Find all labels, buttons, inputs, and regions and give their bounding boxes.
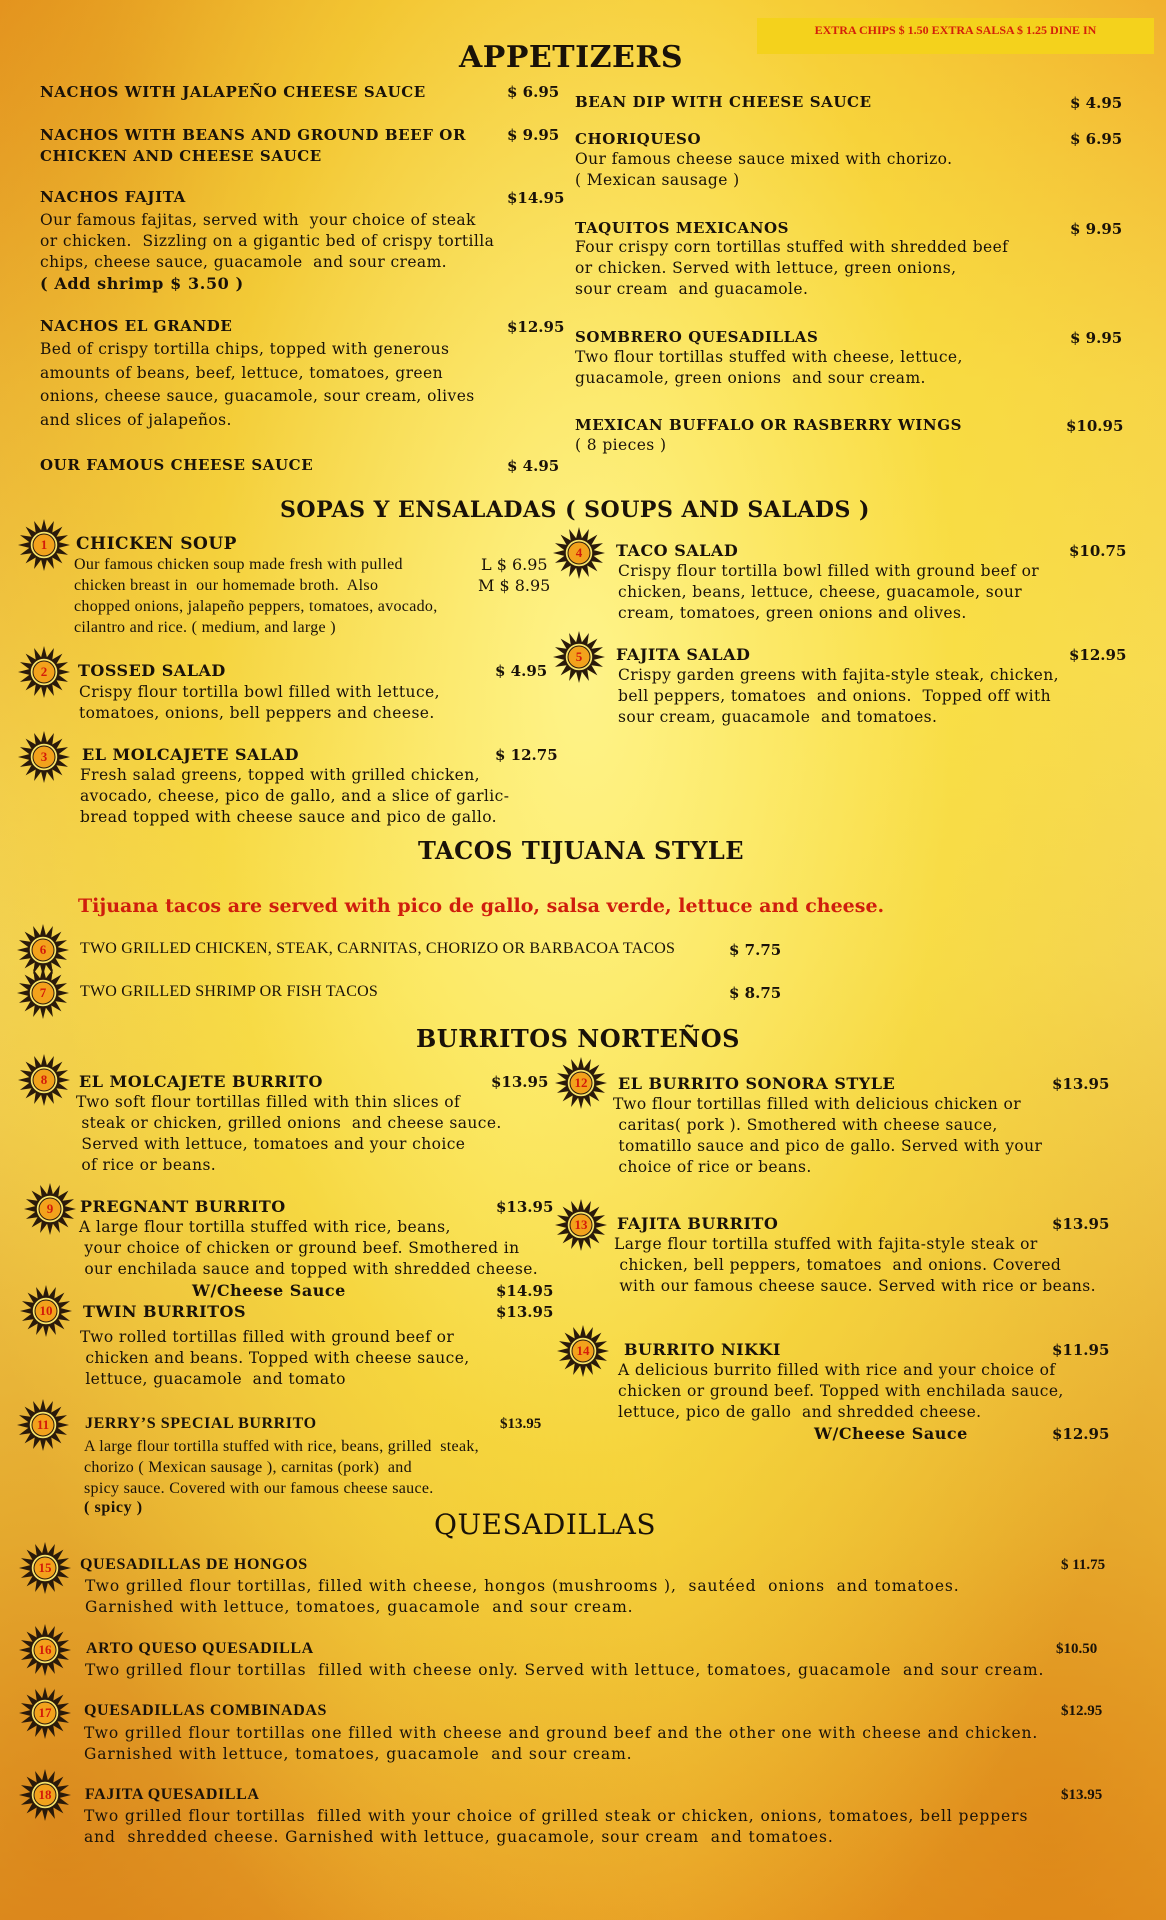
item-name: TWO GRILLED CHICKEN, STEAK, CARNITAS, CHORIZO OR BARBACOA TACOS xyxy=(80,940,676,957)
item-description: Two grilled flour tortillas one filled with cheese and ground beef and the other one with cheese and chicken. Garnished with lettuce, tomatoes, guacamole and sour cream. xyxy=(84,1724,1039,1763)
item-description: A large flour tortilla stuffed with rice, beans, your choice of chicken or ground beef. Smothered in our enchilada sauce and topped with shredded cheese. xyxy=(79,1218,539,1278)
item-price: $13.95 xyxy=(1052,1215,1110,1233)
item-number: 9 xyxy=(46,1201,54,1216)
item-price: $ 8.75 xyxy=(729,984,782,1002)
item-price: $ 12.75 xyxy=(495,746,558,764)
item-description: Two flour tortillas filled with delicious chicken or caritas( pork ). Smothered with cheese sauce, tomatillo sauce and pico de gallo. Served with your choice of rice or beans. xyxy=(613,1095,1043,1176)
item-description: Our famous cheese sauce mixed with chorizo. ( Mexican sausage ) xyxy=(575,150,953,189)
item-price: $ 4.95 xyxy=(1070,94,1123,112)
sun-icon xyxy=(17,730,71,784)
item-number: 3 xyxy=(40,749,48,764)
item-price: $ 7.75 xyxy=(729,941,782,959)
item-name: FAJITA BURRITO xyxy=(617,1214,779,1233)
item-description: Crispy flour tortilla bowl filled with ground beef or chicken, beans, lettuce, cheese, guacamole, sour cream, tomatoes, green onions and olives. xyxy=(618,562,1040,622)
item-number: 7 xyxy=(39,985,47,1000)
item-price: $13.95 xyxy=(1061,1787,1103,1803)
item-price: $14.95 xyxy=(507,189,565,207)
item-number: 13 xyxy=(574,1217,588,1232)
item-number: 4 xyxy=(575,545,583,560)
item-description: A delicious burrito filled with rice and your choice of chicken or ground beef. Topped with enchilada sauce, lettuce, pico de gallo and shredded cheese. xyxy=(618,1361,1064,1421)
sun-icon xyxy=(18,1686,72,1740)
sun-icon xyxy=(552,630,606,684)
item-price: $ 6.95 xyxy=(507,83,560,101)
item-name: TOSSED SALAD xyxy=(78,661,226,680)
item-number: 16 xyxy=(38,1642,52,1657)
item-number: 1 xyxy=(40,537,48,552)
item-description: Our famous chicken soup made fresh with pulled chicken breast in our homemade broth. Also chopped onions, jalapeño peppers, tomatoes, avocado, cilantro and rice. ( medium, and large ) xyxy=(74,556,438,636)
item-name: CHORIQUESO xyxy=(575,130,702,148)
appetizers-title: APPETIZERS xyxy=(459,40,683,75)
item-name: TWO GRILLED SHRIMP OR FISH TACOS xyxy=(80,983,379,1000)
soups-title: SOPAS Y ENSALADAS ( SOUPS AND SALADS ) xyxy=(280,497,870,523)
burritos-title: BURRITOS NORTEÑOS xyxy=(416,1024,740,1053)
item-name: PREGNANT BURRITO xyxy=(80,1197,286,1216)
item-description: Two rolled tortillas filled with ground beef or chicken and beans. Topped with cheese sauce, lettuce, guacamole and tomato xyxy=(80,1328,470,1388)
item-name: ARTO QUESO QUESADILLA xyxy=(86,1640,314,1657)
item-note: ( spicy ) xyxy=(84,1499,143,1516)
item-price: $ 6.95 xyxy=(1070,130,1123,148)
item-number: 10 xyxy=(39,1303,53,1318)
item-name: NACHOS WITH BEANS AND GROUND BEEF OR CHICKEN AND CHEESE SAUCE xyxy=(40,126,467,165)
item-description: Two grilled flour tortillas filled with cheese only. Served with lettuce, tomatoes, guacamole and sour cream. xyxy=(85,1661,1045,1679)
item-description: Four crispy corn tortillas stuffed with shredded beef or chicken. Served with lettuce, green onions, sour cream and guacamole. xyxy=(575,238,1009,298)
sun-icon xyxy=(18,1768,72,1822)
item-description: A large flour tortilla stuffed with rice, beans, grilled steak, chorizo ( Mexican sausage ), carnitas (pork) and spicy sauce. Covered with our famous cheese sauce. xyxy=(84,1438,479,1497)
item-price: $ 9.95 xyxy=(1070,220,1123,238)
item-name: NACHOS EL GRANDE xyxy=(40,317,233,335)
item-name: TWIN BURRITOS xyxy=(83,1302,247,1321)
item-name: MEXICAN BUFFALO OR RASBERRY WINGS xyxy=(575,416,963,434)
item-name: EL MOLCAJETE BURRITO xyxy=(79,1072,323,1091)
item-note: ( Add shrimp $ 3.50 ) xyxy=(40,274,244,293)
item-price: $13.95 xyxy=(500,1416,542,1432)
sun-icon xyxy=(18,1541,72,1595)
item-name: NACHOS FAJITA xyxy=(40,188,186,206)
item-description: Our famous fajitas, served with your choice of steak or chicken. Sizzling on a gigantic bed of crispy tortilla chips, cheese sauce, guacamole and sour cream. xyxy=(40,211,495,271)
extras-banner: EXTRA CHIPS $ 1.50 EXTRA SALSA $ 1.25 DINE IN xyxy=(757,18,1154,54)
item-price: $12.95 xyxy=(1069,646,1127,664)
item-name: JERRY’S SPECIAL BURRITO xyxy=(85,1415,317,1432)
item-number: 17 xyxy=(38,1705,52,1720)
item-description: ( 8 pieces ) xyxy=(575,436,667,454)
item-description: Fresh salad greens, topped with grilled chicken, avocado, cheese, pico de gallo, and a slice of garlic- bread topped with cheese sauce and pico de gallo. xyxy=(80,766,510,826)
item-number: 18 xyxy=(38,1787,52,1802)
item-variant-price: $12.95 xyxy=(1052,1425,1110,1443)
item-number: 12 xyxy=(574,1075,588,1090)
sun-icon xyxy=(18,1623,72,1677)
sun-icon xyxy=(17,518,71,572)
item-variant-price: $14.95 xyxy=(496,1282,554,1300)
sun-icon xyxy=(554,1056,608,1110)
item-price: $ 11.75 xyxy=(1061,1557,1106,1573)
sun-icon xyxy=(17,1053,71,1107)
item-name: EL BURRITO SONORA STYLE xyxy=(618,1074,896,1093)
item-number: 5 xyxy=(575,649,583,664)
item-price: $13.95 xyxy=(496,1303,554,1321)
tacos-title: TACOS TIJUANA STYLE xyxy=(417,836,745,865)
sun-icon xyxy=(23,1182,77,1236)
item-price: $13.95 xyxy=(491,1073,549,1091)
item-price: $10.50 xyxy=(1056,1641,1098,1657)
sun-icon xyxy=(556,1324,610,1378)
item-name: EL MOLCAJETE SALAD xyxy=(82,745,300,764)
item-name: BEAN DIP WITH CHEESE SAUCE xyxy=(575,93,872,111)
item-price: $13.95 xyxy=(1052,1075,1110,1093)
item-name: FAJITA SALAD xyxy=(616,645,751,664)
item-name: OUR FAMOUS CHEESE SAUCE xyxy=(40,456,314,474)
item-price: $ 4.95 xyxy=(507,457,560,475)
sun-icon xyxy=(19,1284,73,1338)
item-variant: W/Cheese Sauce xyxy=(192,1281,346,1300)
item-price: $10.75 xyxy=(1069,542,1127,560)
item-number: 2 xyxy=(40,664,48,679)
item-description: Two grilled flour tortillas filled with your choice of grilled steak or chicken, onions, tomatoes, bell peppers and shredded cheese. Garnished with lettuce, guacamole, sour cream and tomatoes. xyxy=(84,1807,1029,1846)
item-name: BURRITO NIKKI xyxy=(624,1340,781,1359)
sun-icon xyxy=(554,1198,608,1252)
item-name: QUESADILLAS DE HONGOS xyxy=(80,1556,308,1573)
item-price: $12.95 xyxy=(1061,1703,1103,1719)
item-price: $10.95 xyxy=(1066,417,1124,435)
item-price: $ 9.95 xyxy=(1070,329,1123,347)
item-price: $11.95 xyxy=(1052,1341,1110,1359)
sun-icon xyxy=(16,1398,70,1452)
item-price: $13.95 xyxy=(496,1198,554,1216)
item-name: NACHOS WITH JALAPEÑO CHEESE SAUCE xyxy=(40,83,426,101)
item-price: $ 9.95 xyxy=(507,126,560,144)
item-variant: W/Cheese Sauce xyxy=(814,1424,968,1443)
item-number: 8 xyxy=(40,1072,48,1087)
item-price-medium: M $ 8.95 xyxy=(478,576,551,595)
item-name: TAQUITOS MEXICANOS xyxy=(575,219,790,237)
item-number: 14 xyxy=(576,1343,590,1358)
item-description: Large flour tortilla stuffed with fajita-style steak or chicken, bell peppers, tomatoes and onions. Covered with our famous cheese sauce. Served with rice or beans. xyxy=(614,1235,1096,1295)
item-name: CHICKEN SOUP xyxy=(76,534,237,554)
item-name: TACO SALAD xyxy=(616,541,739,560)
item-number: 11 xyxy=(36,1417,50,1432)
item-name: FAJITA QUESADILLA xyxy=(85,1786,260,1803)
item-description: Crispy flour tortilla bowl filled with lettuce, tomatoes, onions, bell peppers and cheese. xyxy=(79,683,440,722)
item-description: Bed of crispy tortilla chips, topped with generous amounts of beans, beef, lettuce, tomatoes, green onions, cheese sauce, guacamole, sour cream, olives and slices of jalapeños. xyxy=(40,340,475,429)
item-number: 15 xyxy=(38,1560,52,1575)
item-price: $ 4.95 xyxy=(495,662,548,680)
sun-icon xyxy=(17,645,71,699)
sun-icon xyxy=(16,966,70,1020)
item-description: Two soft flour tortillas filled with thin slices of steak or chicken, grilled onions and cheese sauce. Served with lettuce, tomatoes and your choice of rice or beans. xyxy=(76,1093,502,1174)
item-price: $12.95 xyxy=(507,318,565,336)
item-description: Crispy garden greens with fajita-style steak, chicken, bell peppers, tomatoes and onions. Topped off with sour cream, guacamole and tomatoes. xyxy=(618,666,1059,726)
item-number: 6 xyxy=(39,942,47,957)
sun-icon xyxy=(552,526,606,580)
tacos-note: Tijuana tacos are served with pico de gallo, salsa verde, lettuce and cheese. xyxy=(78,895,885,917)
item-name: QUESADILLAS COMBINADAS xyxy=(84,1702,328,1719)
quesadillas-title: QUESADILLAS xyxy=(434,1508,656,1541)
item-name: SOMBRERO QUESADILLAS xyxy=(575,328,819,346)
item-description: Two flour tortillas stuffed with cheese, lettuce, guacamole, green onions and sour cream. xyxy=(575,348,963,387)
item-description: Two grilled flour tortillas, filled with cheese, hongos (mushrooms ), sautéed onions and tomatoes. Garnished with lettuce, tomatoes, guacamole and sour cream. xyxy=(85,1577,960,1616)
item-price-large: L $ 6.95 xyxy=(481,555,548,574)
